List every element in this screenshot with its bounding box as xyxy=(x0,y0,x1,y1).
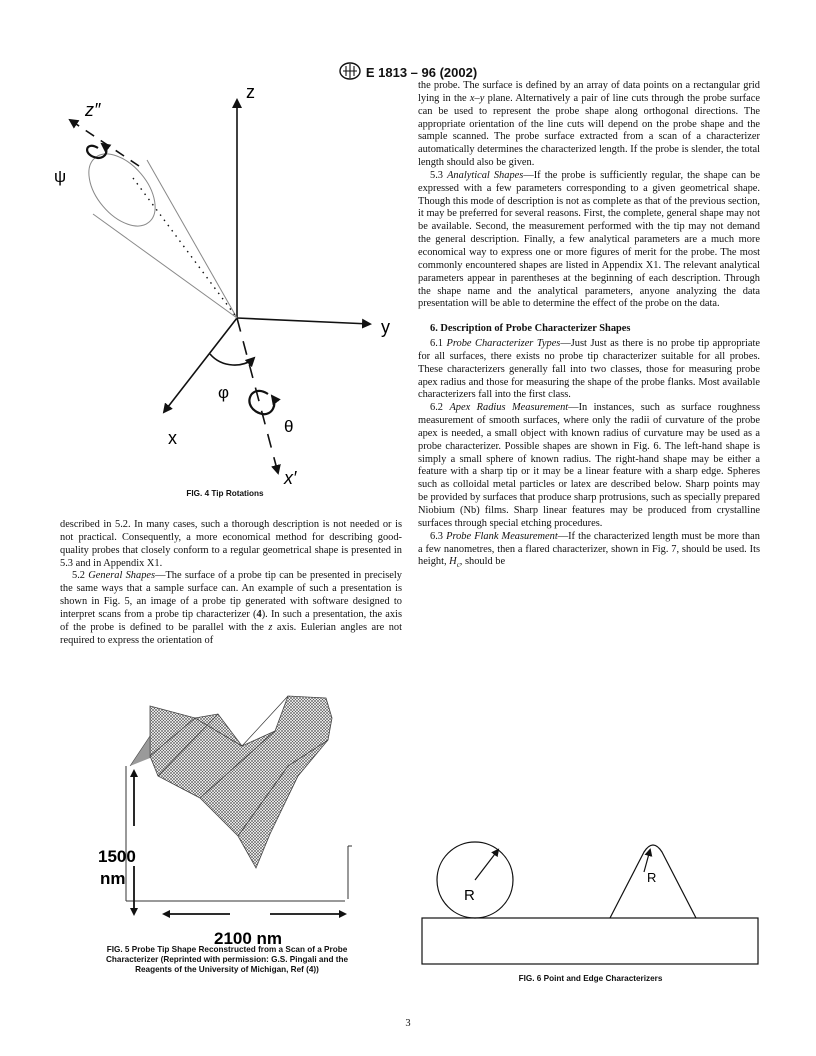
figure-5-probe-tip-shape xyxy=(98,686,370,948)
paragraph-5-1-cont: described in 5.2. In many cases, such a thorough description is not needed or is not practical. Consequently, a more economical method for describing good-quality probes that closely conform to a regular geometrical shape is presented in 5.3 and in Appendix X1. xyxy=(60,519,402,569)
substrate xyxy=(422,918,758,964)
label-r-sphere: R xyxy=(464,887,475,904)
figure-6-point-edge-characterizers xyxy=(418,838,763,968)
figure-6-caption: FIG. 6 Point and Edge Characterizers xyxy=(518,974,663,983)
paragraph-6-1: 6.1 Probe Characterizer Types—Just Just as there is no probe tip appropriate for all surfaces, there exists no probe tip characterizer suitable for all probes. These characterizers generally fall into two classes, those for measuring probe apex radius and those for measuring the shape of the probe flanks. Most available characterizers fall into the first class. xyxy=(418,338,760,401)
label-y: y xyxy=(381,317,390,337)
label-2100nm: 2100 nm xyxy=(214,929,283,948)
cone-axis-dotted xyxy=(133,178,237,318)
paragraph-5-3: 5.3 Analytical Shapes—If the probe is sufficiently regular, the shape can be expressed with a few parameters corresponding to a given geometrical shape. Though this mode of description is not as complete as that of the previous section, it may be preferred for several reasons. First, the complete, general shape may not be available. Second, the measurement performed with the tip may not demand the general description. Finally, a few analytical parameters are a much more economical way to express one or more figures of merit for the probe. The most commonly encountered shapes are listed in Appendix X1. The relevant analytical parameters appear in parentheses at the beginning of each description. Through the shape name and the analytical parameters, anyone analyzing the data presentation will be able to determine the effect of the probe on the data. xyxy=(418,169,760,310)
paragraph-5-2-cont: the probe. The surface is defined by an array of data points on a rectangular grid lying in the x–y plane. Alternatively a pair of line cuts through the probe surface can be used to represent the probe shape along orthogonal directions. The appropriate orientation of the line cuts will depend on the probe shape and the sample scanned. The probe surface extracted from a scan of a characterizer automatically determines the characterized length. If the probe is slender, the total length should also be given. xyxy=(418,80,760,169)
cone-top xyxy=(76,142,168,238)
figure-4-caption: FIG. 4 Tip Rotations xyxy=(186,489,264,498)
left-column-text xyxy=(60,519,402,647)
z-double-prime-axis xyxy=(70,120,139,166)
label-r-tip: R xyxy=(647,870,657,885)
label-x: x xyxy=(168,428,177,448)
figure-4-tip-rotations xyxy=(40,78,410,498)
label-1500: 1500 xyxy=(98,847,136,866)
phi-arc xyxy=(210,354,254,365)
x-prime-axis xyxy=(237,318,278,473)
label-phi: φ xyxy=(218,383,230,402)
paragraph-5-2: 5.2 General Shapes—The surface of a probe tip can be presented in precisely the same ways that a sample surface can. An example of such a presentation is shown in Fig. 5, an image of a probe tip generated with software designed to interpret scans from a probe tip characterizer (4). In such a presentation, the axis of the probe is defined to be parallel with the z axis. Eulerian angles are not required to express the orientation of xyxy=(60,570,402,646)
paragraph-6-2: 6.2 Apex Radius Measurement—In instances, such as surface roughness measurement of smooth surfaces, where only the radii of curvature of the probe apex is needed, a small object with known radius of curvature may be used as a probe characterizer. Possible shapes are shown in Fig. 6. The left-hand shape is simply a small sphere of known radius. The right-hand shape may be either a feature with a sharp tip or it may be a linear feature with a sharp edge. Spheres such as colloidal metal particles or latex are described below. Sharp points may be provided by surfaces that produce sharp protrusions, such as specially prepared Niobium (Nb) films. Sharp linear features may be produced from crystalline surfaces through special etching procedures. xyxy=(418,402,761,529)
right-column-text xyxy=(418,80,760,572)
figure-5-caption: FIG. 5 Probe Tip Shape Reconstructed from a Scan of a Probe Characterizer (Reprinted with permission: G.S. Pingali and the Reagents of the University of Michigan, Ref (4)) xyxy=(105,945,349,974)
y-axis xyxy=(237,318,370,324)
tip-surface-mesh xyxy=(150,696,332,868)
label-nm: nm xyxy=(100,869,126,888)
label-z-double-prime: z″ xyxy=(85,100,101,120)
page-number: 3 xyxy=(405,1018,411,1029)
section-6-heading: 6. Description of Probe Characterizer Shapes xyxy=(430,323,631,335)
label-x-prime: x′ xyxy=(284,468,297,488)
paragraph-6-3: 6.3 Probe Flank Measurement—If the characterized length must be more than a few nanometres, then a flared characterizer, shown in Fig. 7, should be used. Its height, $H_c$, should be xyxy=(418,530,760,570)
label-theta: θ xyxy=(284,417,294,436)
psi-rotation-arrow xyxy=(87,144,106,158)
label-psi: ψ xyxy=(54,167,67,186)
document-designation: E 1813 – 96 (2002) xyxy=(365,65,478,80)
label-z: z xyxy=(246,82,255,102)
